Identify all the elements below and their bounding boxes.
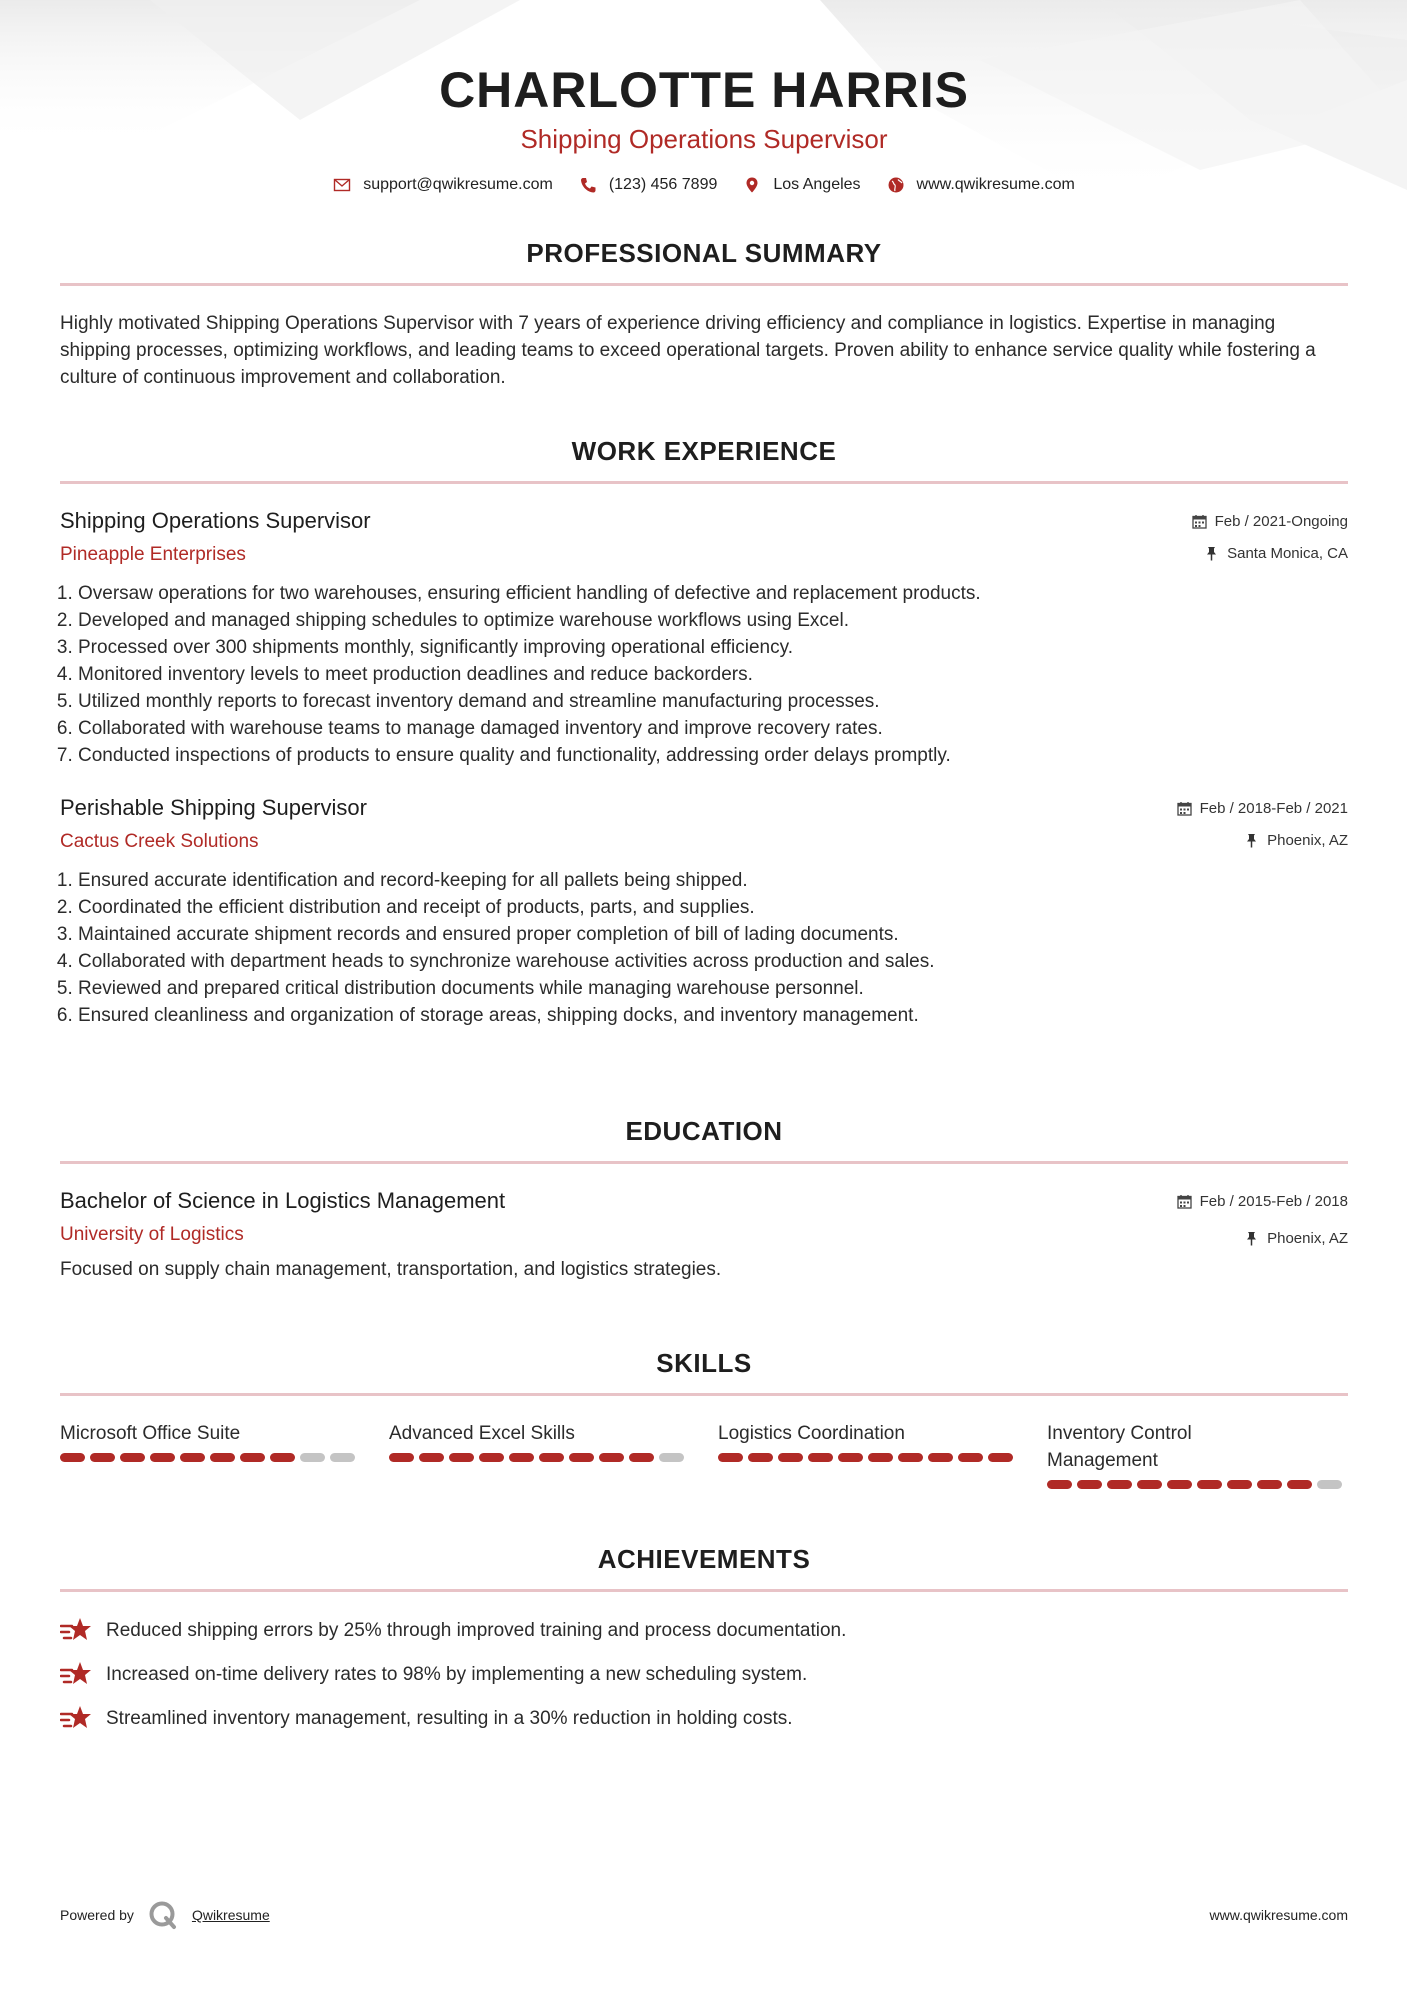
skill-segment-filled: [210, 1453, 235, 1462]
skills-title: SKILLS: [656, 1348, 752, 1378]
skill-segment-filled: [120, 1453, 145, 1462]
skill-segment-filled: [419, 1453, 444, 1462]
skill-segment-filled: [1197, 1480, 1222, 1489]
page-footer: [60, 1900, 1348, 1930]
skill-segment-filled: [629, 1453, 654, 1462]
contact-bar: [60, 176, 1348, 194]
education-location: [1177, 1229, 1348, 1247]
skill-segment-empty: [330, 1453, 355, 1462]
skill-item: [1047, 1420, 1346, 1489]
achievement-text: Reduced shipping errors by 25% through improved training and process documentation.: [106, 1619, 847, 1641]
skill-segment-filled: [1257, 1480, 1282, 1489]
achievement-text: Increased on-time delivery rates to 98% by implementing a new scheduling system.: [106, 1663, 808, 1685]
skill-segment-filled: [1167, 1480, 1192, 1489]
envelope-icon: [333, 176, 351, 194]
education-dates-text: Feb / 2015-Feb / 2018: [1199, 1192, 1348, 1210]
qwikresume-link[interactable]: Qwikresume: [191, 1907, 270, 1923]
education-description: Focused on supply chain management, transportation, and logistics strategies.: [60, 1259, 722, 1280]
achievement-text: Streamlined inventory management, resulting in a 30% reduction in holding costs.: [106, 1707, 793, 1729]
skill-segment-filled: [150, 1453, 175, 1462]
resume-header: [60, 0, 1348, 194]
skill-segment-filled: [868, 1453, 893, 1462]
achievements-section: [60, 1544, 1348, 1740]
shooting-star-icon: [60, 1617, 92, 1643]
phone-icon: [579, 176, 597, 194]
skill-segment-filled: [479, 1453, 504, 1462]
pushpin-icon: [1244, 833, 1259, 848]
skill-name: Microsoft Office Suite: [60, 1423, 241, 1444]
skill-segment-filled: [270, 1453, 295, 1462]
skill-segment-filled: [1107, 1480, 1132, 1489]
skill-level-bar: [389, 1453, 688, 1462]
list-item: 4. Collaborated with department heads to synchronize warehouse activities across production and sales.: [78, 948, 1348, 975]
list-item: 6. Ensured cleanliness and organization of storage areas, shipping docks, and inventory management.: [78, 1002, 1348, 1029]
achievements-list: [60, 1608, 1348, 1740]
skill-segment-filled: [1077, 1480, 1102, 1489]
skill-segment-filled: [928, 1453, 953, 1462]
skill-segment-filled: [718, 1453, 743, 1462]
list-item: 5. Reviewed and prepared critical distribution documents while managing warehouse personnel.: [78, 975, 1348, 1002]
job-location-text: Santa Monica, CA: [1227, 544, 1348, 562]
map-pin-icon: [743, 176, 761, 194]
skill-item: [718, 1420, 1017, 1489]
footer-website[interactable]: www.qwikresume.com: [1209, 1907, 1348, 1923]
job-company: Cactus Creek Solutions: [60, 831, 259, 852]
skill-item: [389, 1420, 688, 1489]
pushpin-icon: [1244, 1231, 1259, 1246]
achievements-title: ACHIEVEMENTS: [597, 1544, 811, 1574]
website-text: www.qwikresume.com: [916, 176, 1075, 193]
skill-segment-filled: [90, 1453, 115, 1462]
skill-name: Advanced Excel Skills: [389, 1423, 575, 1444]
skill-segment-filled: [539, 1453, 564, 1462]
education-section: [60, 1116, 1348, 1283]
achievement-item: [60, 1652, 1348, 1696]
section-divider: [60, 1393, 1348, 1396]
skill-segment-filled: [1047, 1480, 1072, 1489]
education-title: EDUCATION: [625, 1116, 783, 1146]
job-title: Shipping Operations Supervisor: [60, 508, 371, 533]
job-location-text: Phoenix, AZ: [1267, 831, 1348, 849]
contact-location: [743, 176, 860, 194]
contact-website[interactable]: [887, 176, 1075, 194]
location-text: Los Angeles: [773, 176, 861, 193]
candidate-name: CHARLOTTE HARRIS: [439, 62, 969, 118]
summary-title: PROFESSIONAL SUMMARY: [526, 238, 882, 268]
skill-segment-filled: [748, 1453, 773, 1462]
powered-by: [60, 1900, 270, 1930]
list-item: 3. Maintained accurate shipment records and ensured proper completion of bill of lading documents.: [78, 921, 1348, 948]
section-divider: [60, 283, 1348, 286]
achievement-item: [60, 1696, 1348, 1740]
skill-level-bar: [1047, 1480, 1346, 1489]
skill-segment-filled: [449, 1453, 474, 1462]
globe-icon: [887, 176, 905, 194]
powered-by-label: Powered by: [60, 1907, 134, 1923]
education-meta: [1177, 1192, 1348, 1247]
skill-segment-empty: [300, 1453, 325, 1462]
job-dates-text: Feb / 2021-Ongoing: [1214, 512, 1348, 530]
list-item: 5. Utilized monthly reports to forecast inventory demand and streamline manufacturing processes.: [78, 688, 1348, 715]
job-dates: [1177, 799, 1348, 817]
education-entry: [60, 1188, 1348, 1283]
job-location: [1192, 544, 1348, 562]
job-company: Pineapple Enterprises: [60, 544, 246, 565]
skill-segment-filled: [599, 1453, 624, 1462]
phone-text: (123) 456 7899: [608, 176, 718, 193]
skill-segment-filled: [1137, 1480, 1162, 1489]
calendar-icon: [1177, 801, 1192, 816]
skill-segment-filled: [958, 1453, 983, 1462]
skill-level-bar: [718, 1453, 1017, 1462]
skills-list: [60, 1420, 1348, 1489]
skill-segment-empty: [659, 1453, 684, 1462]
job-meta: [1192, 512, 1348, 562]
job-meta: [1177, 799, 1348, 849]
qwikresume-logo-icon: [148, 1900, 178, 1930]
skill-segment-filled: [569, 1453, 594, 1462]
pushpin-icon: [1204, 546, 1219, 561]
shooting-star-icon: [60, 1661, 92, 1687]
skill-segment-filled: [389, 1453, 414, 1462]
skill-item: [60, 1420, 359, 1489]
list-item: 1. Oversaw operations for two warehouses, ensuring efficient handling of defective and replacement products.: [78, 580, 1348, 607]
section-divider: [60, 481, 1348, 484]
job-bullets: [60, 867, 1348, 1029]
skill-level-bar: [60, 1453, 359, 1462]
skill-name: Inventory Control Management: [1047, 1423, 1192, 1471]
skill-segment-empty: [1317, 1480, 1342, 1489]
education-location-text: Phoenix, AZ: [1267, 1229, 1348, 1247]
list-item: 2. Coordinated the efficient distribution and receipt of products, parts, and supplies.: [78, 894, 1348, 921]
job-dates: [1192, 512, 1348, 530]
calendar-icon: [1177, 1194, 1192, 1209]
skill-segment-filled: [838, 1453, 863, 1462]
experience-section: [60, 436, 1348, 1029]
section-divider: [60, 1589, 1348, 1592]
resume-page: [60, 0, 1348, 1729]
list-item: 2. Developed and managed shipping schedules to optimize warehouse workflows using Excel.: [78, 607, 1348, 634]
skill-segment-filled: [778, 1453, 803, 1462]
list-item: 1. Ensured accurate identification and record-keeping for all pallets being shipped.: [78, 867, 1348, 894]
degree-title: Bachelor of Science in Logistics Management: [60, 1188, 506, 1213]
job-title: Perishable Shipping Supervisor: [60, 795, 367, 820]
list-item: 6. Collaborated with warehouse teams to manage damaged inventory and improve recovery rates.: [78, 715, 1348, 742]
list-item: 7. Conducted inspections of products to ensure quality and functionality, addressing order delays promptly.: [78, 742, 1348, 769]
candidate-role: Shipping Operations Supervisor: [520, 124, 888, 154]
summary-section: [60, 238, 1348, 391]
skill-segment-filled: [988, 1453, 1013, 1462]
skill-segment-filled: [509, 1453, 534, 1462]
shooting-star-icon: [60, 1705, 92, 1731]
job-entry: [60, 508, 1348, 769]
skill-segment-filled: [180, 1453, 205, 1462]
job-entry: [60, 795, 1348, 1029]
email-text: support@qwikresume.com: [363, 176, 553, 193]
job-dates-text: Feb / 2018-Feb / 2021: [1199, 799, 1348, 817]
job-location: [1177, 831, 1348, 849]
skills-section: [60, 1348, 1348, 1489]
skill-segment-filled: [808, 1453, 833, 1462]
skill-segment-filled: [1287, 1480, 1312, 1489]
skill-name: Logistics Coordination: [718, 1423, 905, 1444]
education-dates: [1177, 1192, 1348, 1210]
experience-title: WORK EXPERIENCE: [571, 436, 837, 466]
skill-segment-filled: [60, 1453, 85, 1462]
school-name: University of Logistics: [60, 1224, 244, 1245]
contact-email[interactable]: [333, 176, 553, 194]
list-item: 3. Processed over 300 shipments monthly, significantly improving operational efficiency.: [78, 634, 1348, 661]
achievement-item: [60, 1608, 1348, 1652]
skill-segment-filled: [898, 1453, 923, 1462]
calendar-icon: [1192, 514, 1207, 529]
skill-segment-filled: [240, 1453, 265, 1462]
contact-phone[interactable]: [579, 176, 718, 194]
job-bullets: [60, 580, 1348, 769]
list-item: 4. Monitored inventory levels to meet production deadlines and reduce backorders.: [78, 661, 1348, 688]
summary-text: Highly motivated Shipping Operations Supervisor with 7 years of experience driving efficiency and compliance in logistics. Expertise in managing shipping processes, optimizing workflows, and leading teams to exceed operational targets. Proven ability to enhance service quality while fostering a culture of continuous improvement and collaboration.: [60, 313, 1316, 388]
skill-segment-filled: [1227, 1480, 1252, 1489]
section-divider: [60, 1161, 1348, 1164]
